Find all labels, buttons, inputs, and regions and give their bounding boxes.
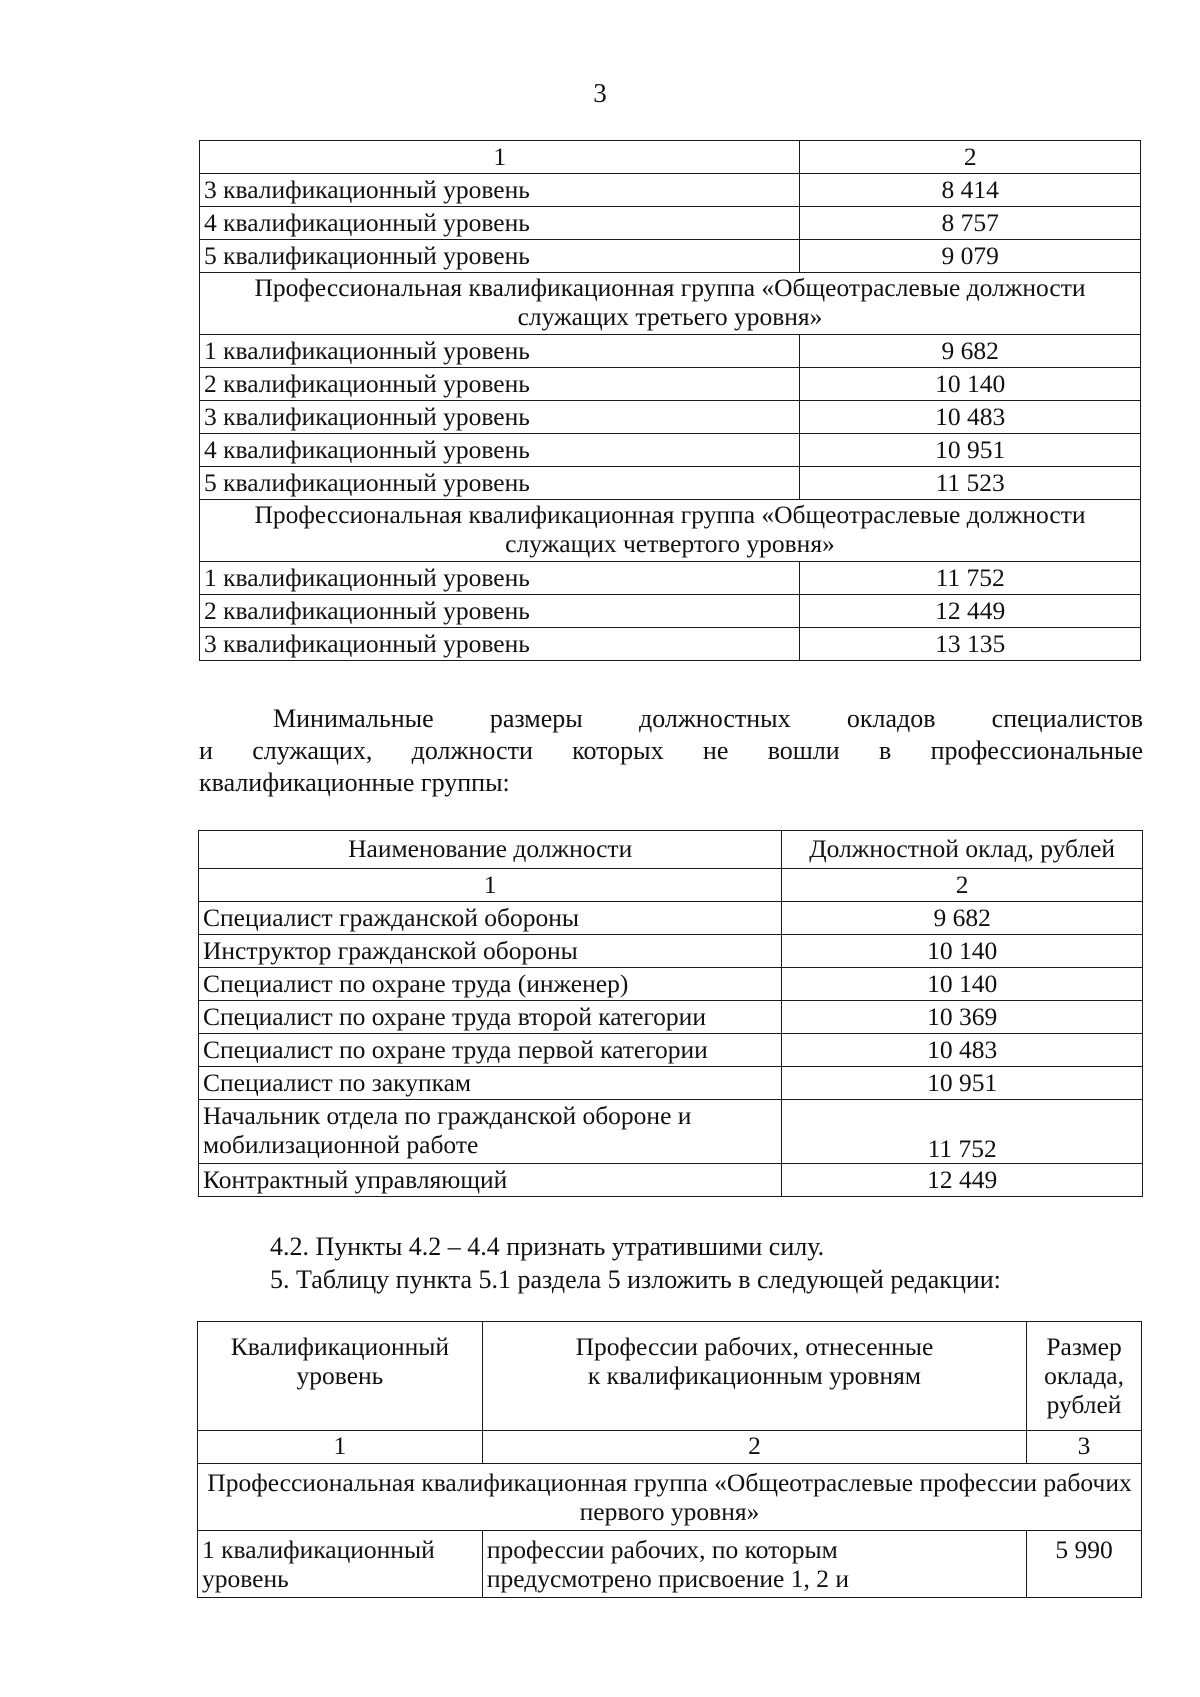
position-cell: Специалист гражданской обороны xyxy=(199,902,782,935)
item-4-2: 4.2. Пункты 4.2 – 4.4 признать утратившими силу. xyxy=(270,1232,825,1261)
level-cell: 3 квалификационный уровень xyxy=(200,628,800,661)
level-cell: 2 квалификационный уровень xyxy=(200,368,800,401)
salary-table-employees xyxy=(199,140,1141,661)
column-number-2: 2 xyxy=(800,141,1141,174)
position-cell: Специалист по охране труда (инженер) xyxy=(199,968,782,1001)
position-cell xyxy=(199,1100,782,1164)
table-row xyxy=(199,968,1143,1001)
group-header-row xyxy=(198,1464,1142,1531)
worker-salary-table xyxy=(197,1321,1142,1598)
salary-cell: 9 079 xyxy=(800,240,1141,273)
salary-cell: 12 449 xyxy=(800,595,1141,628)
position-cell: Инструктор гражданской обороны xyxy=(199,935,782,968)
column-number-row xyxy=(199,869,1143,902)
level-cell: 5 квалификационный уровень xyxy=(200,467,800,500)
table-row xyxy=(198,1531,1142,1598)
position-cell: Специалист по охране труда первой категории xyxy=(199,1034,782,1067)
header-position-name: Наименование должности xyxy=(199,831,782,869)
salary-cell: 13 135 xyxy=(800,628,1141,661)
table-row xyxy=(200,240,1141,273)
professions-cell: профессии рабочих, по которым предусмотрено присвоение 1, 2 и xyxy=(482,1531,1026,1598)
header-qualification-level: Квалификационный уровень xyxy=(198,1322,483,1431)
table-row xyxy=(199,935,1143,968)
salary-cell: 12 449 xyxy=(782,1164,1143,1197)
table-row xyxy=(200,562,1141,595)
position-cell: Специалист по закупкам xyxy=(199,1067,782,1100)
level-cell: 1 квалификационный уровень xyxy=(200,335,800,368)
paragraph-line: квалификационные группы: xyxy=(199,768,510,797)
table-row xyxy=(200,368,1141,401)
level-cell: 1 квалификационный уровень xyxy=(198,1531,483,1598)
table-row xyxy=(200,434,1141,467)
table-row xyxy=(199,1001,1143,1034)
salary-cell: 9 682 xyxy=(800,335,1141,368)
header-row xyxy=(199,831,1143,869)
table-row xyxy=(199,1067,1143,1100)
salary-cell: 10 951 xyxy=(782,1067,1143,1100)
salary-cell: 10 951 xyxy=(800,434,1141,467)
salary-cell: 11 752 xyxy=(782,1100,1143,1164)
salary-cell: 10 369 xyxy=(782,1001,1143,1034)
position-line: Начальник отдела по гражданской обороне и xyxy=(203,1101,692,1130)
table-row xyxy=(199,1100,1143,1164)
header-salary-size: Размер оклада, рублей xyxy=(1027,1322,1142,1431)
table-row xyxy=(200,401,1141,434)
salary-cell: 10 140 xyxy=(782,935,1143,968)
salary-table-other-positions xyxy=(198,830,1143,1197)
group-title-third-level: Профессиональная квалификационная группа «Общеотраслевые должности служащих третьего уровня» xyxy=(200,273,1141,335)
page-number: 3 xyxy=(593,78,607,108)
group-header-row xyxy=(200,273,1141,335)
salary-cell: 8 757 xyxy=(800,207,1141,240)
intro-paragraph xyxy=(199,703,1143,799)
table-row xyxy=(200,174,1141,207)
header-professions: Профессии рабочих, отнесенные к квалификационным уровням xyxy=(482,1322,1026,1431)
column-number-1: 1 xyxy=(200,141,800,174)
salary-cell: 11 523 xyxy=(800,467,1141,500)
position-line: мобилизационной работе xyxy=(203,1130,479,1159)
group-header-row xyxy=(200,500,1141,562)
salary-cell: 10 483 xyxy=(782,1034,1143,1067)
salary-cell: 10 140 xyxy=(800,368,1141,401)
level-cell: 2 квалификационный уровень xyxy=(200,595,800,628)
level-cell: 1 квалификационный уровень xyxy=(200,562,800,595)
header-salary: Должностной оклад, рублей xyxy=(782,831,1143,869)
position-cell: Контрактный управляющий xyxy=(199,1164,782,1197)
group-title-workers-first-level: Профессиональная квалификационная группа «Общеотраслевые профессии рабочих первого уровня» xyxy=(198,1464,1142,1531)
table-row xyxy=(200,628,1141,661)
paragraph-line: Минимальные размеры должностных окладов специалистов xyxy=(273,704,1143,733)
level-cell: 3 квалификационный уровень xyxy=(200,401,800,434)
column-number-row xyxy=(200,141,1141,174)
column-number-3: 3 xyxy=(1027,1431,1142,1464)
header-row xyxy=(198,1322,1142,1431)
salary-cell: 9 682 xyxy=(782,902,1143,935)
salary-cell: 10 483 xyxy=(800,401,1141,434)
salary-cell: 10 140 xyxy=(782,968,1143,1001)
table-row xyxy=(200,207,1141,240)
column-number-2: 2 xyxy=(782,869,1143,902)
table-row xyxy=(199,1164,1143,1197)
salary-cell: 11 752 xyxy=(800,562,1141,595)
group-title-fourth-level: Профессиональная квалификационная группа «Общеотраслевые должности служащих четвертого уровня» xyxy=(200,500,1141,562)
table-row xyxy=(200,467,1141,500)
salary-cell: 8 414 xyxy=(800,174,1141,207)
column-number-1: 1 xyxy=(199,869,782,902)
table-row xyxy=(200,335,1141,368)
item-5: 5. Таблицу пункта 5.1 раздела 5 изложить в следующей редакции: xyxy=(270,1265,1001,1294)
level-cell: 4 квалификационный уровень xyxy=(200,434,800,467)
column-number-2: 2 xyxy=(482,1431,1026,1464)
salary-cell: 5 990 xyxy=(1027,1531,1142,1598)
level-cell: 3 квалификационный уровень xyxy=(200,174,800,207)
table-row xyxy=(199,902,1143,935)
paragraph-line: и служащих, должности которых не вошли в профессиональные xyxy=(199,736,1143,765)
table-row xyxy=(200,595,1141,628)
column-number-row xyxy=(198,1431,1142,1464)
level-cell: 5 квалификационный уровень xyxy=(200,240,800,273)
position-cell: Специалист по охране труда второй категории xyxy=(199,1001,782,1034)
level-cell: 4 квалификационный уровень xyxy=(200,207,800,240)
table-row xyxy=(199,1034,1143,1067)
column-number-1: 1 xyxy=(198,1431,483,1464)
